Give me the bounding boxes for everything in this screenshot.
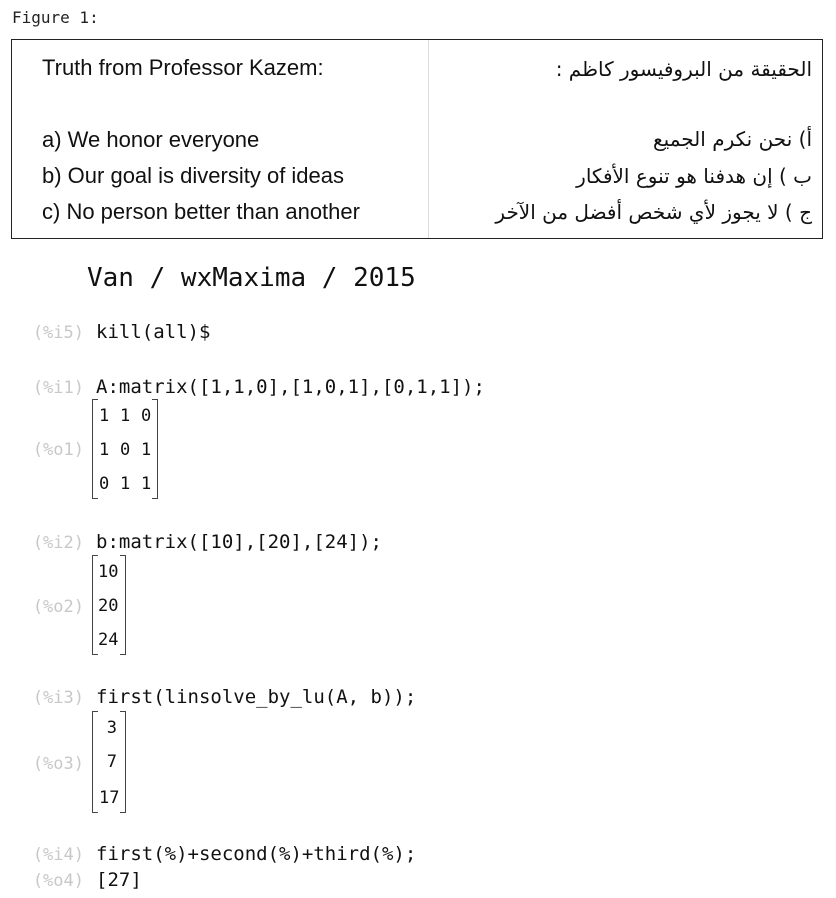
matrix-row [99,788,120,808]
matrix-cell: 3 [106,718,117,738]
matrix-row [99,474,162,494]
input-code[interactable]: b:matrix([10],[20],[24]); [96,531,382,553]
input-code[interactable]: kill(all)$ [96,321,211,343]
output-label: (%o3) [32,754,84,774]
input-label: (%i3) [32,688,84,708]
matrix-cell: 24 [98,630,119,650]
matrix-cell: 10 [98,562,119,582]
input-label: (%i1) [32,378,84,398]
english-item-c: c) No person better than another [42,199,360,224]
input-code[interactable]: A:matrix([1,1,0],[1,0,1],[0,1,1]); [96,376,485,398]
matrix-cell: 0 [120,440,131,460]
column-divider [428,40,429,238]
input-label: (%i5) [32,323,84,343]
matrix-cell: 20 [98,596,119,616]
matrix-row [99,440,162,460]
english-heading: Truth from Professor Kazem: [42,55,324,80]
output-matrix [92,400,158,498]
arabic-item-c: ج ) لا يجوز لأي شخص أفضل من الآخر [495,200,812,224]
matrix-cell: 1 [99,440,110,460]
matrix-cell: 0 [141,406,152,426]
matrix-row [98,630,128,650]
matrix-cell: 0 [99,474,110,494]
input-code[interactable]: first(linsolve_by_lu(A, b)); [96,686,417,708]
figure-label: Figure 1: [12,8,99,27]
input-label: (%i2) [32,533,84,553]
matrix-cell: 1 [120,474,131,494]
matrix-cell: 7 [106,752,117,772]
matrix-row [99,406,162,426]
input-label: (%i4) [32,845,84,865]
matrix-row [98,562,128,582]
output-label: (%o2) [32,597,84,617]
matrix-cell: 17 [99,788,120,808]
matrix-cell: 1 [141,440,152,460]
arabic-item-a: أ) نحن نكرم الجميع [653,127,812,151]
input-code[interactable]: first(%)+second(%)+third(%); [96,843,417,865]
worksheet-title: Van / wxMaxima / 2015 [87,263,416,293]
output-matrix [92,712,126,812]
output-label: (%o1) [32,440,84,460]
output-value: [27] [96,869,142,891]
matrix-row [99,718,117,738]
arabic-item-b: ب ) إن هدفنا هو تنوع الأفكار [576,164,812,188]
matrix-row [99,752,117,772]
output-label: (%o4) [32,871,84,891]
english-item-b: b) Our goal is diversity of ideas [42,163,345,188]
matrix-row [98,596,128,616]
matrix-cell: 1 [141,474,152,494]
output-matrix [92,556,126,654]
matrix-cell: 1 [120,406,131,426]
arabic-heading: الحقيقة من البروفيسور كاظم : [555,57,812,81]
matrix-cell: 1 [99,406,110,426]
english-item-a: a) We honor everyone [42,127,260,152]
truth-box [11,39,823,239]
